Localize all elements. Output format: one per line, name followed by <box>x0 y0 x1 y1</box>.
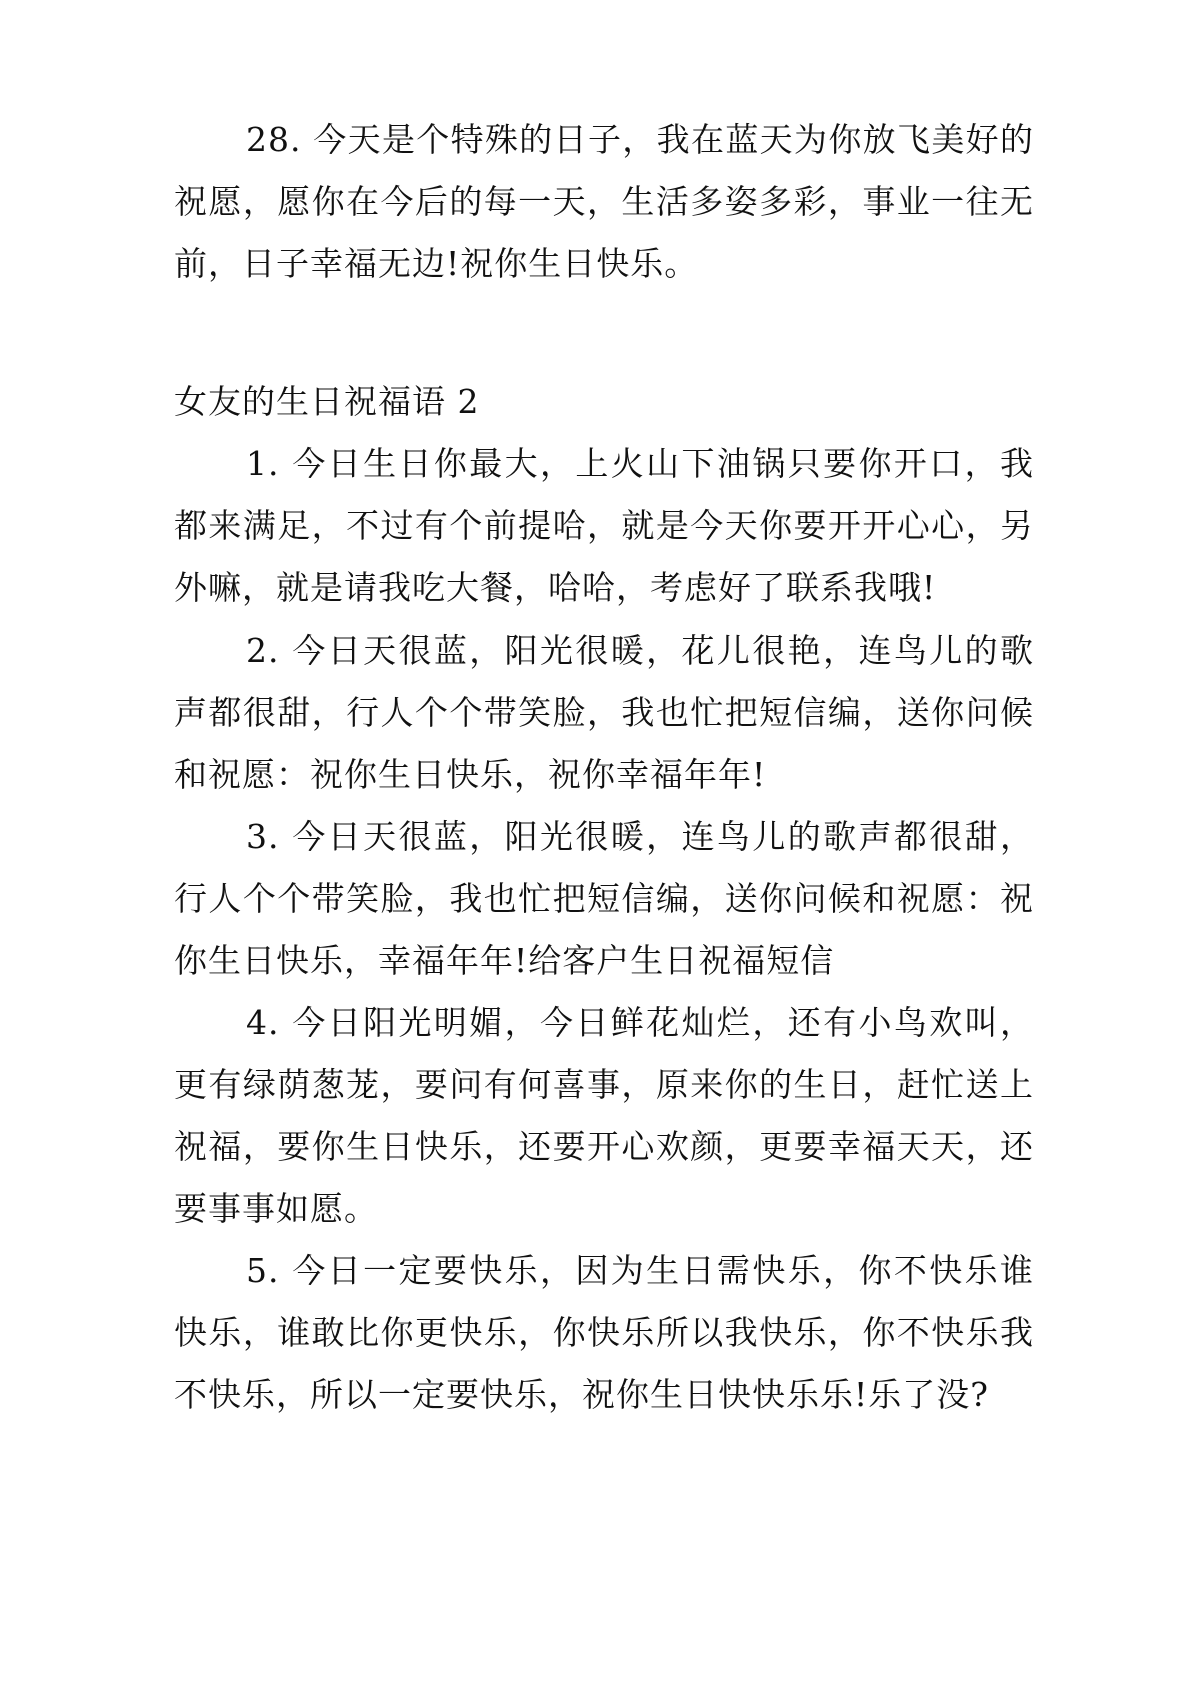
list-item-1: 1. 今日生日你最大，上火山下油锅只要你开口，我都来满足，不过有个前提哈，就是今天你要开开心心，另外嘛，就是请我吃大餐，哈哈，考虑好了联系我哦! <box>174 444 1034 607</box>
list-item-5: 5. 今日一定要快乐，因为生日需快乐，你不快乐谁快乐，谁敢比你更快乐，你快乐所以我快乐，你不快乐我不快乐，所以一定要快乐，祝你生日快快乐乐!乐了没? <box>174 1251 1034 1414</box>
paragraph-28: 28. 今天是个特殊的日子，我在蓝天为你放飞美好的祝愿，愿你在今后的每一天，生活多姿多彩，事业一往无前，日子幸福无边!祝你生日快乐。 <box>174 120 1034 283</box>
list-item-2: 2. 今日天很蓝，阳光很暖，花儿很艳，连鸟儿的歌声都很甜，行人个个带笑脸，我也忙把短信编，送你问候和祝愿：祝你生日快乐，祝你幸福年年! <box>174 631 1034 794</box>
list-item-4: 4. 今日阳光明媚，今日鲜花灿烂，还有小鸟欢叫，更有绿荫葱茏，要问有何喜事，原来你的生日，赶忙送上祝福，要你生日快乐，还要开心欢颜，更要幸福天天，还要事事如愿。 <box>174 1003 1034 1228</box>
section-title: 女友的生日祝福语 2 <box>174 382 480 421</box>
list-item-3: 3. 今日天很蓝，阳光很暖，连鸟儿的歌声都很甜，行人个个带笑脸，我也忙把短信编，送你问候和祝愿：祝你生日快乐，幸福年年!给客户生日祝福短信 <box>174 817 1034 980</box>
